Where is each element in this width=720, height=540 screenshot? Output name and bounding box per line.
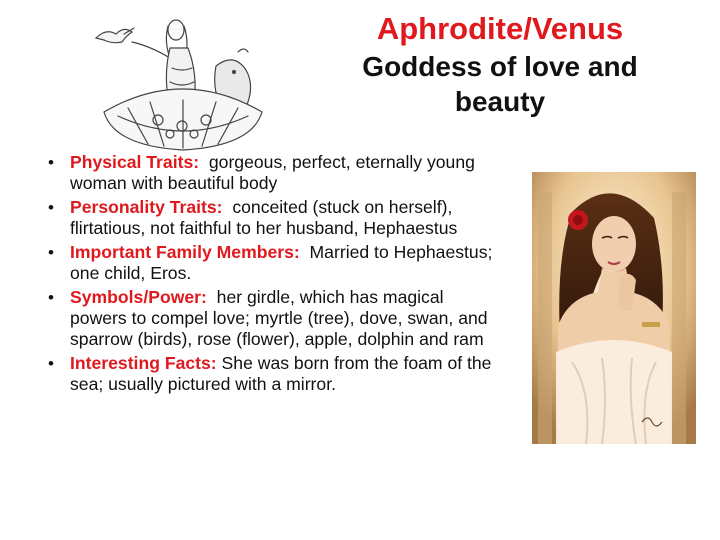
- aphrodite-portrait: [532, 172, 696, 444]
- slide-subtitle: Goddess of love and beauty: [362, 50, 638, 117]
- slide-title: Aphrodite/Venus: [376, 11, 624, 46]
- trait-text: Married to Hephaestus; one child, Eros.: [70, 242, 493, 283]
- trait-text: conceited (stuck on herself), flirtatious, not faithful to her husband, Hephaestus: [70, 197, 458, 238]
- bullet-icon: •: [48, 288, 54, 307]
- trait-label: Interesting Facts:: [70, 353, 217, 373]
- venus-shell-illustration: [88, 8, 278, 156]
- bullet-icon: •: [48, 153, 54, 172]
- trait-label: Physical Traits:: [70, 152, 200, 172]
- bullet-icon: •: [48, 198, 54, 217]
- title-block: [330, 10, 670, 119]
- bullet-icon: •: [48, 354, 54, 373]
- trait-text: She was born from the foam of the sea; usually pictured with a mirror.: [70, 353, 492, 394]
- list-item: [46, 197, 501, 239]
- bullet-icon: •: [48, 243, 54, 262]
- trait-label: Symbols/Power:: [70, 287, 207, 307]
- list-item: [46, 353, 501, 395]
- list-item: [46, 287, 501, 350]
- trait-text: her girdle, which has magical powers to compel love; myrtle (tree), dove, swan, and sparrow (birds), rose (flower), apple, dolphin and ram: [70, 287, 488, 349]
- trait-label: Important Family Members:: [70, 242, 300, 262]
- list-item: [46, 152, 501, 194]
- trait-list: [46, 152, 501, 398]
- list-item: [46, 242, 501, 284]
- trait-label: Personality Traits:: [70, 197, 223, 217]
- trait-text: gorgeous, perfect, eternally young woman with beautiful body: [70, 152, 475, 193]
